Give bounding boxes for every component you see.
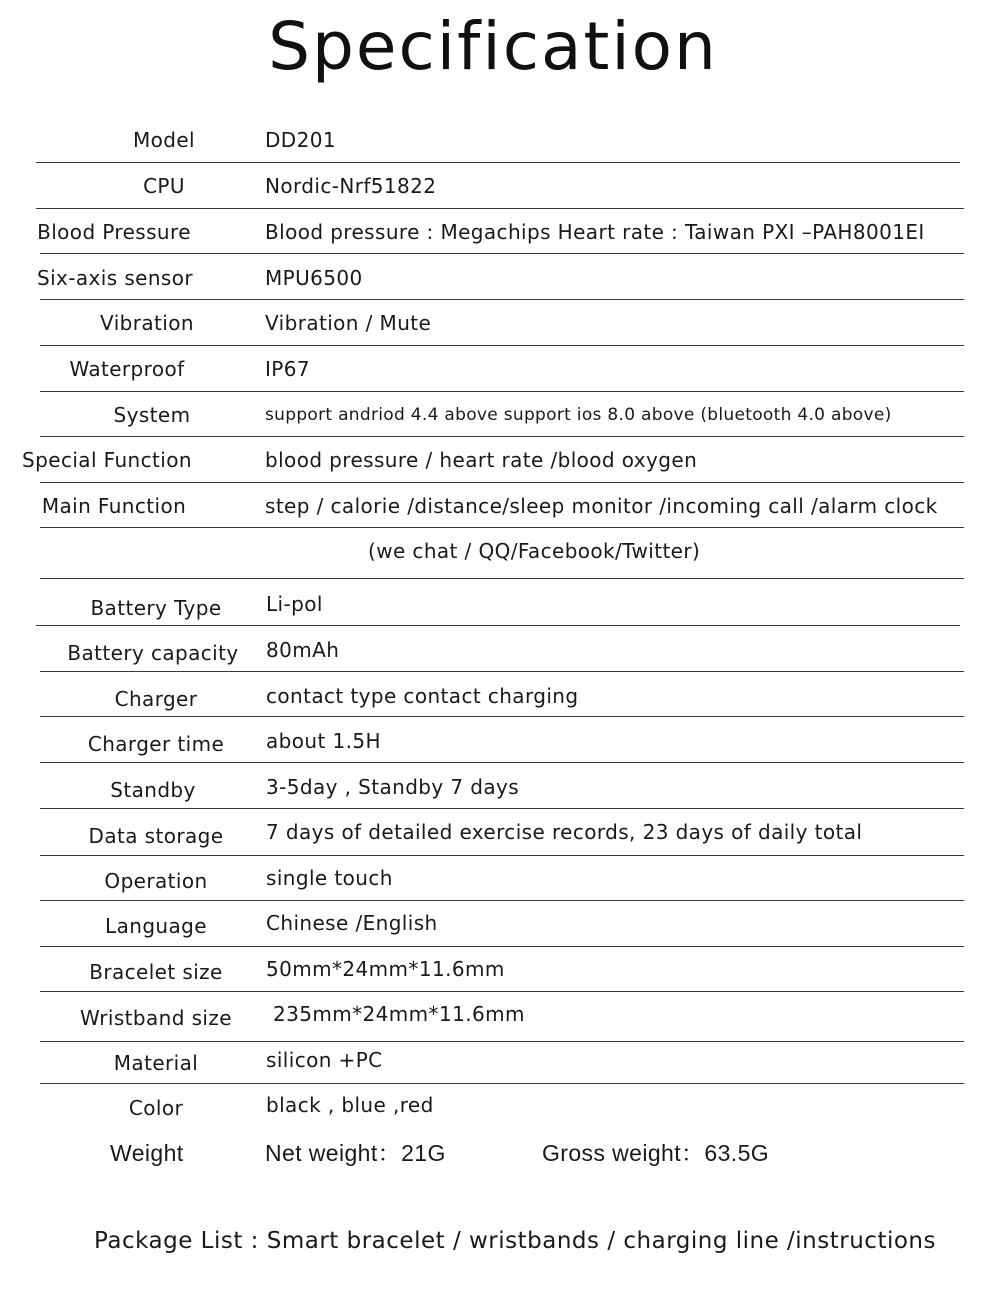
spec-label-standby: Standby bbox=[110, 778, 196, 802]
spec-value-operation: single touch bbox=[266, 866, 393, 890]
spec-label-charger-time: Charger time bbox=[87, 732, 225, 756]
spec-label-main-function: Main Function bbox=[41, 494, 187, 518]
row-divider bbox=[40, 1041, 964, 1042]
package-list: Package List : Smart bracelet / wristbands / charging line /instructions bbox=[94, 1228, 936, 1254]
spec-label-charger: Charger bbox=[114, 687, 198, 711]
row-divider bbox=[40, 716, 964, 717]
row-divider bbox=[40, 946, 964, 947]
spec-value-blood-pressure: Blood pressure : Megachips Heart rate : Taiwan PXI –PAH8001EI bbox=[265, 220, 925, 244]
spec-value-net-weight: Net weight：21G bbox=[265, 1140, 446, 1166]
spec-value-battery-type: Li-pol bbox=[266, 592, 323, 616]
spec-label-battery-capacity: Battery capacity bbox=[67, 641, 239, 665]
spec-label-vibration: Vibration bbox=[100, 311, 194, 335]
row-divider bbox=[40, 900, 964, 901]
row-divider bbox=[40, 345, 964, 346]
spec-label-system: System bbox=[113, 403, 191, 427]
row-divider bbox=[40, 253, 964, 254]
spec-label-language: Language bbox=[105, 914, 207, 938]
spec-value-vibration: Vibration / Mute bbox=[265, 311, 432, 335]
row-divider bbox=[40, 855, 964, 856]
spec-label-weight: Weight bbox=[110, 1140, 184, 1166]
spec-label-wristband-size: Wristband size bbox=[80, 1006, 232, 1030]
spec-value-main-function: step / calorie /distance/sleep monitor /incoming call /alarm clock bbox=[265, 494, 938, 518]
spec-value-charger: contact type contact charging bbox=[266, 684, 579, 708]
spec-label-material: Material bbox=[113, 1051, 199, 1075]
spec-value-model: DD201 bbox=[265, 128, 336, 152]
spec-value-gross-weight: Gross weight：63.5G bbox=[542, 1140, 770, 1166]
row-divider bbox=[40, 762, 964, 763]
spec-value-charger-time: about 1.5H bbox=[266, 729, 381, 753]
row-divider bbox=[40, 671, 964, 672]
spec-value-wristband-size: 235mm*24mm*11.6mm bbox=[273, 1002, 525, 1026]
spec-label-bracelet-size: Bracelet size bbox=[89, 960, 223, 984]
spec-label-cpu: CPU bbox=[143, 174, 185, 198]
spec-label-operation: Operation bbox=[104, 869, 208, 893]
spec-label-model: Model bbox=[132, 128, 196, 152]
row-divider bbox=[40, 578, 964, 579]
spec-label-battery-type: Battery Type bbox=[90, 596, 222, 620]
spec-value-cpu: Nordic-Nrf51822 bbox=[265, 174, 437, 198]
row-divider bbox=[36, 162, 960, 163]
spec-value-standby: 3-5day , Standby 7 days bbox=[266, 775, 520, 799]
row-divider bbox=[36, 208, 964, 209]
row-divider bbox=[40, 808, 964, 809]
spec-value-special-function: blood pressure / heart rate /blood oxygen bbox=[265, 448, 698, 472]
spec-label-data-storage: Data storage bbox=[88, 824, 224, 848]
spec-label-color: Color bbox=[128, 1096, 184, 1120]
spec-value-material: silicon +PC bbox=[266, 1048, 383, 1072]
spec-value-color: black , blue ,red bbox=[266, 1093, 434, 1117]
spec-value-bracelet-size: 50mm*24mm*11.6mm bbox=[266, 957, 505, 981]
page-title: Specification bbox=[268, 8, 718, 85]
spec-value-data-storage: 7 days of detailed exercise records, 23 days of daily total bbox=[266, 820, 863, 844]
spec-label-waterproof: Waterproof bbox=[69, 357, 185, 381]
row-divider bbox=[40, 482, 964, 483]
spec-label-special-function: Special Function bbox=[22, 448, 192, 472]
spec-value-language: Chinese /English bbox=[266, 911, 438, 935]
row-divider bbox=[40, 436, 964, 437]
spec-value-main-function-continued: (we chat / QQ/Facebook/Twitter) bbox=[368, 539, 701, 563]
row-divider bbox=[40, 527, 964, 528]
spec-label-six-axis-sensor: Six-axis sensor bbox=[36, 266, 193, 290]
row-divider bbox=[36, 625, 960, 626]
spec-value-six-axis-sensor: MPU6500 bbox=[265, 266, 363, 290]
row-divider bbox=[40, 991, 964, 992]
spec-value-waterproof: IP67 bbox=[265, 357, 311, 381]
spec-label-blood-pressure: Blood Pressure bbox=[37, 220, 191, 244]
row-divider bbox=[40, 299, 964, 300]
spec-value-battery-capacity: 80mAh bbox=[266, 638, 340, 662]
row-divider bbox=[40, 391, 964, 392]
row-divider bbox=[40, 1083, 964, 1084]
spec-value-system: support andriod 4.4 above support ios 8.0 above (bluetooth 4.0 above) bbox=[265, 405, 892, 425]
